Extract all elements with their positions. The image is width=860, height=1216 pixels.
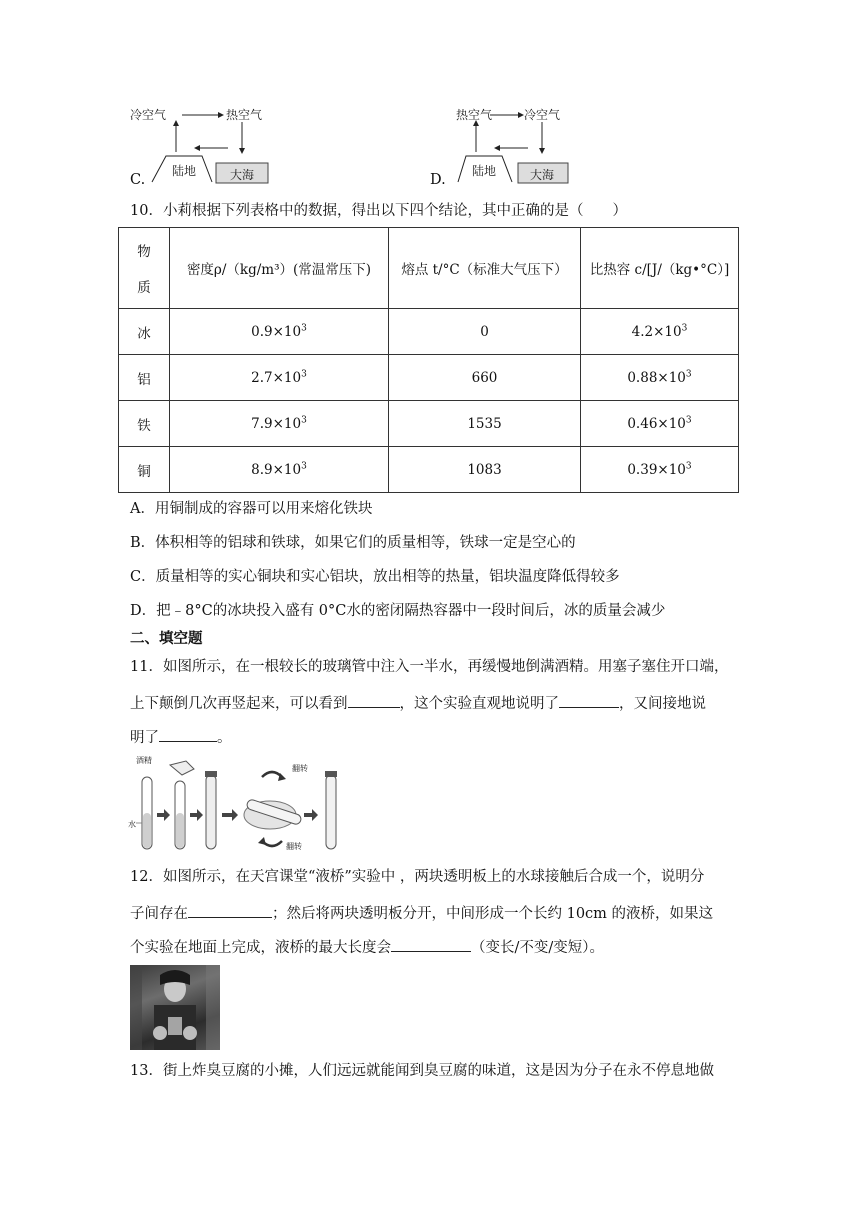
q10-option-b: B．体积相等的铝球和铁球，如果它们的质量相等，铁球一定是空心的 (130, 535, 576, 551)
tube-experiment-svg (128, 755, 358, 855)
option-c-letter: C. (130, 172, 146, 188)
header-substance-b: 质 (137, 280, 151, 296)
properties-table (118, 227, 739, 493)
cell-specific-heat: $0.39\times 10^3$ (581, 447, 739, 493)
answer-blank[interactable] (188, 901, 272, 918)
table-header-row (119, 228, 739, 309)
q12-line-2 (130, 901, 713, 924)
q10-option-c: C．质量相等的实心铜块和实心铝块，放出相等的热量，铝块温度降低得较多 (130, 569, 620, 585)
section-heading: 二、填空题 (130, 630, 203, 647)
cell-density: $0.9\times 10^3$ (170, 309, 389, 355)
q11-line-3 (130, 725, 232, 748)
header-density: 密度ρ/（kg/m³）(常温常压下) (170, 228, 389, 309)
q11-text: 明了 (130, 730, 159, 746)
answer-blank[interactable] (559, 691, 619, 708)
cell-density: $8.9\times 10^3$ (170, 447, 389, 493)
cell-substance: 冰 (119, 309, 170, 355)
option-d-letter: D. (430, 172, 446, 188)
sea-label: 大海 (530, 168, 555, 182)
header-substance (119, 228, 170, 309)
q12-line-1: 12．如图所示，在天宫课堂“液桥”实验中 ，两块透明板上的水球接触后合成一个，说明分 (130, 869, 705, 885)
hot-air-label: 热空气 (226, 108, 263, 122)
answer-blank[interactable] (348, 691, 400, 708)
cell-density: $7.9\times 10^3$ (170, 401, 389, 447)
answer-blank[interactable] (159, 725, 217, 742)
answer-blank[interactable] (391, 935, 471, 952)
land-label: 陆地 (472, 164, 497, 178)
q12-line-3 (130, 935, 604, 958)
q12-text: ；然后将两块透明板分开，中间形成一个长约 10cm 的液桥，如果这 (272, 906, 714, 922)
table-row (119, 401, 739, 447)
cell-substance: 铁 (119, 401, 170, 447)
q11-text: 。 (217, 730, 232, 746)
header-melting-point: 熔点 t/°C（标准大气压下） (389, 228, 581, 309)
land-label: 陆地 (172, 164, 197, 178)
cold-air-label: 冷空气 (130, 108, 167, 122)
q13-line-1: 13．街上炸臭豆腐的小摊，人们远远就能闻到臭豆腐的味道，这是因为分子在永不停息地做 (130, 1063, 714, 1079)
q11-text: 上下颠倒几次再竖起来，可以看到 (130, 696, 348, 712)
q11-text: ，又间接地说 (619, 696, 706, 712)
cell-melting-point: 0 (389, 309, 581, 355)
q11-line-1: 11．如图所示，在一根较长的玻璃管中注入一半水，再缓慢地倒满酒精。用塞子塞住开口端， (130, 659, 729, 675)
sea-label: 大海 (230, 168, 255, 182)
flip-label: 翻转 (286, 842, 302, 851)
option-d-diagram (430, 100, 580, 192)
q11-line-2 (130, 691, 706, 714)
table-row (119, 447, 739, 493)
q10-option-d: D．把﹣8°C的冰块投入盛有 0°C水的密闭隔热容器中一段时间后，冰的质量会减少 (130, 603, 666, 619)
liquid-bridge-photo (130, 965, 220, 1050)
hot-air-label: 热空气 (456, 108, 493, 122)
tube-experiment-figure (128, 755, 358, 855)
cold-air-label: 冷空气 (524, 108, 561, 122)
header-specific-heat: 比热容 c/[J/（kg•°C）] (581, 228, 739, 309)
cell-melting-point: 1083 (389, 447, 581, 493)
option-c-diagram (130, 100, 280, 192)
q10-stem: 10．小莉根据下列表格中的数据，得出以下四个结论，其中正确的是（ ） (130, 203, 627, 219)
q11-text: ，这个实验直观地说明了 (399, 696, 559, 712)
cell-specific-heat: $0.46\times 10^3$ (581, 401, 739, 447)
water-label: 水 (128, 820, 136, 829)
header-substance-a: 物 (137, 244, 151, 260)
cell-density: $2.7\times 10^3$ (170, 355, 389, 401)
q12-text: （变长/不变/变短）。 (471, 940, 605, 956)
q12-text: 个实验在地面上完成，液桥的最大长度会 (130, 940, 391, 956)
alcohol-label: 酒精 (136, 756, 152, 765)
cell-specific-heat: $4.2\times 10^3$ (581, 309, 739, 355)
cell-melting-point: 1535 (389, 401, 581, 447)
cell-substance: 铝 (119, 355, 170, 401)
cell-substance: 铜 (119, 447, 170, 493)
q12-text: 子间存在 (130, 906, 188, 922)
cell-melting-point: 660 (389, 355, 581, 401)
photo-content-svg (130, 965, 220, 1050)
flip-label: 翻转 (292, 764, 308, 773)
table-row (119, 309, 739, 355)
q10-option-a: A．用铜制成的容器可以用来熔化铁块 (130, 501, 373, 517)
table-row (119, 355, 739, 401)
cell-specific-heat: $0.88\times 10^3$ (581, 355, 739, 401)
